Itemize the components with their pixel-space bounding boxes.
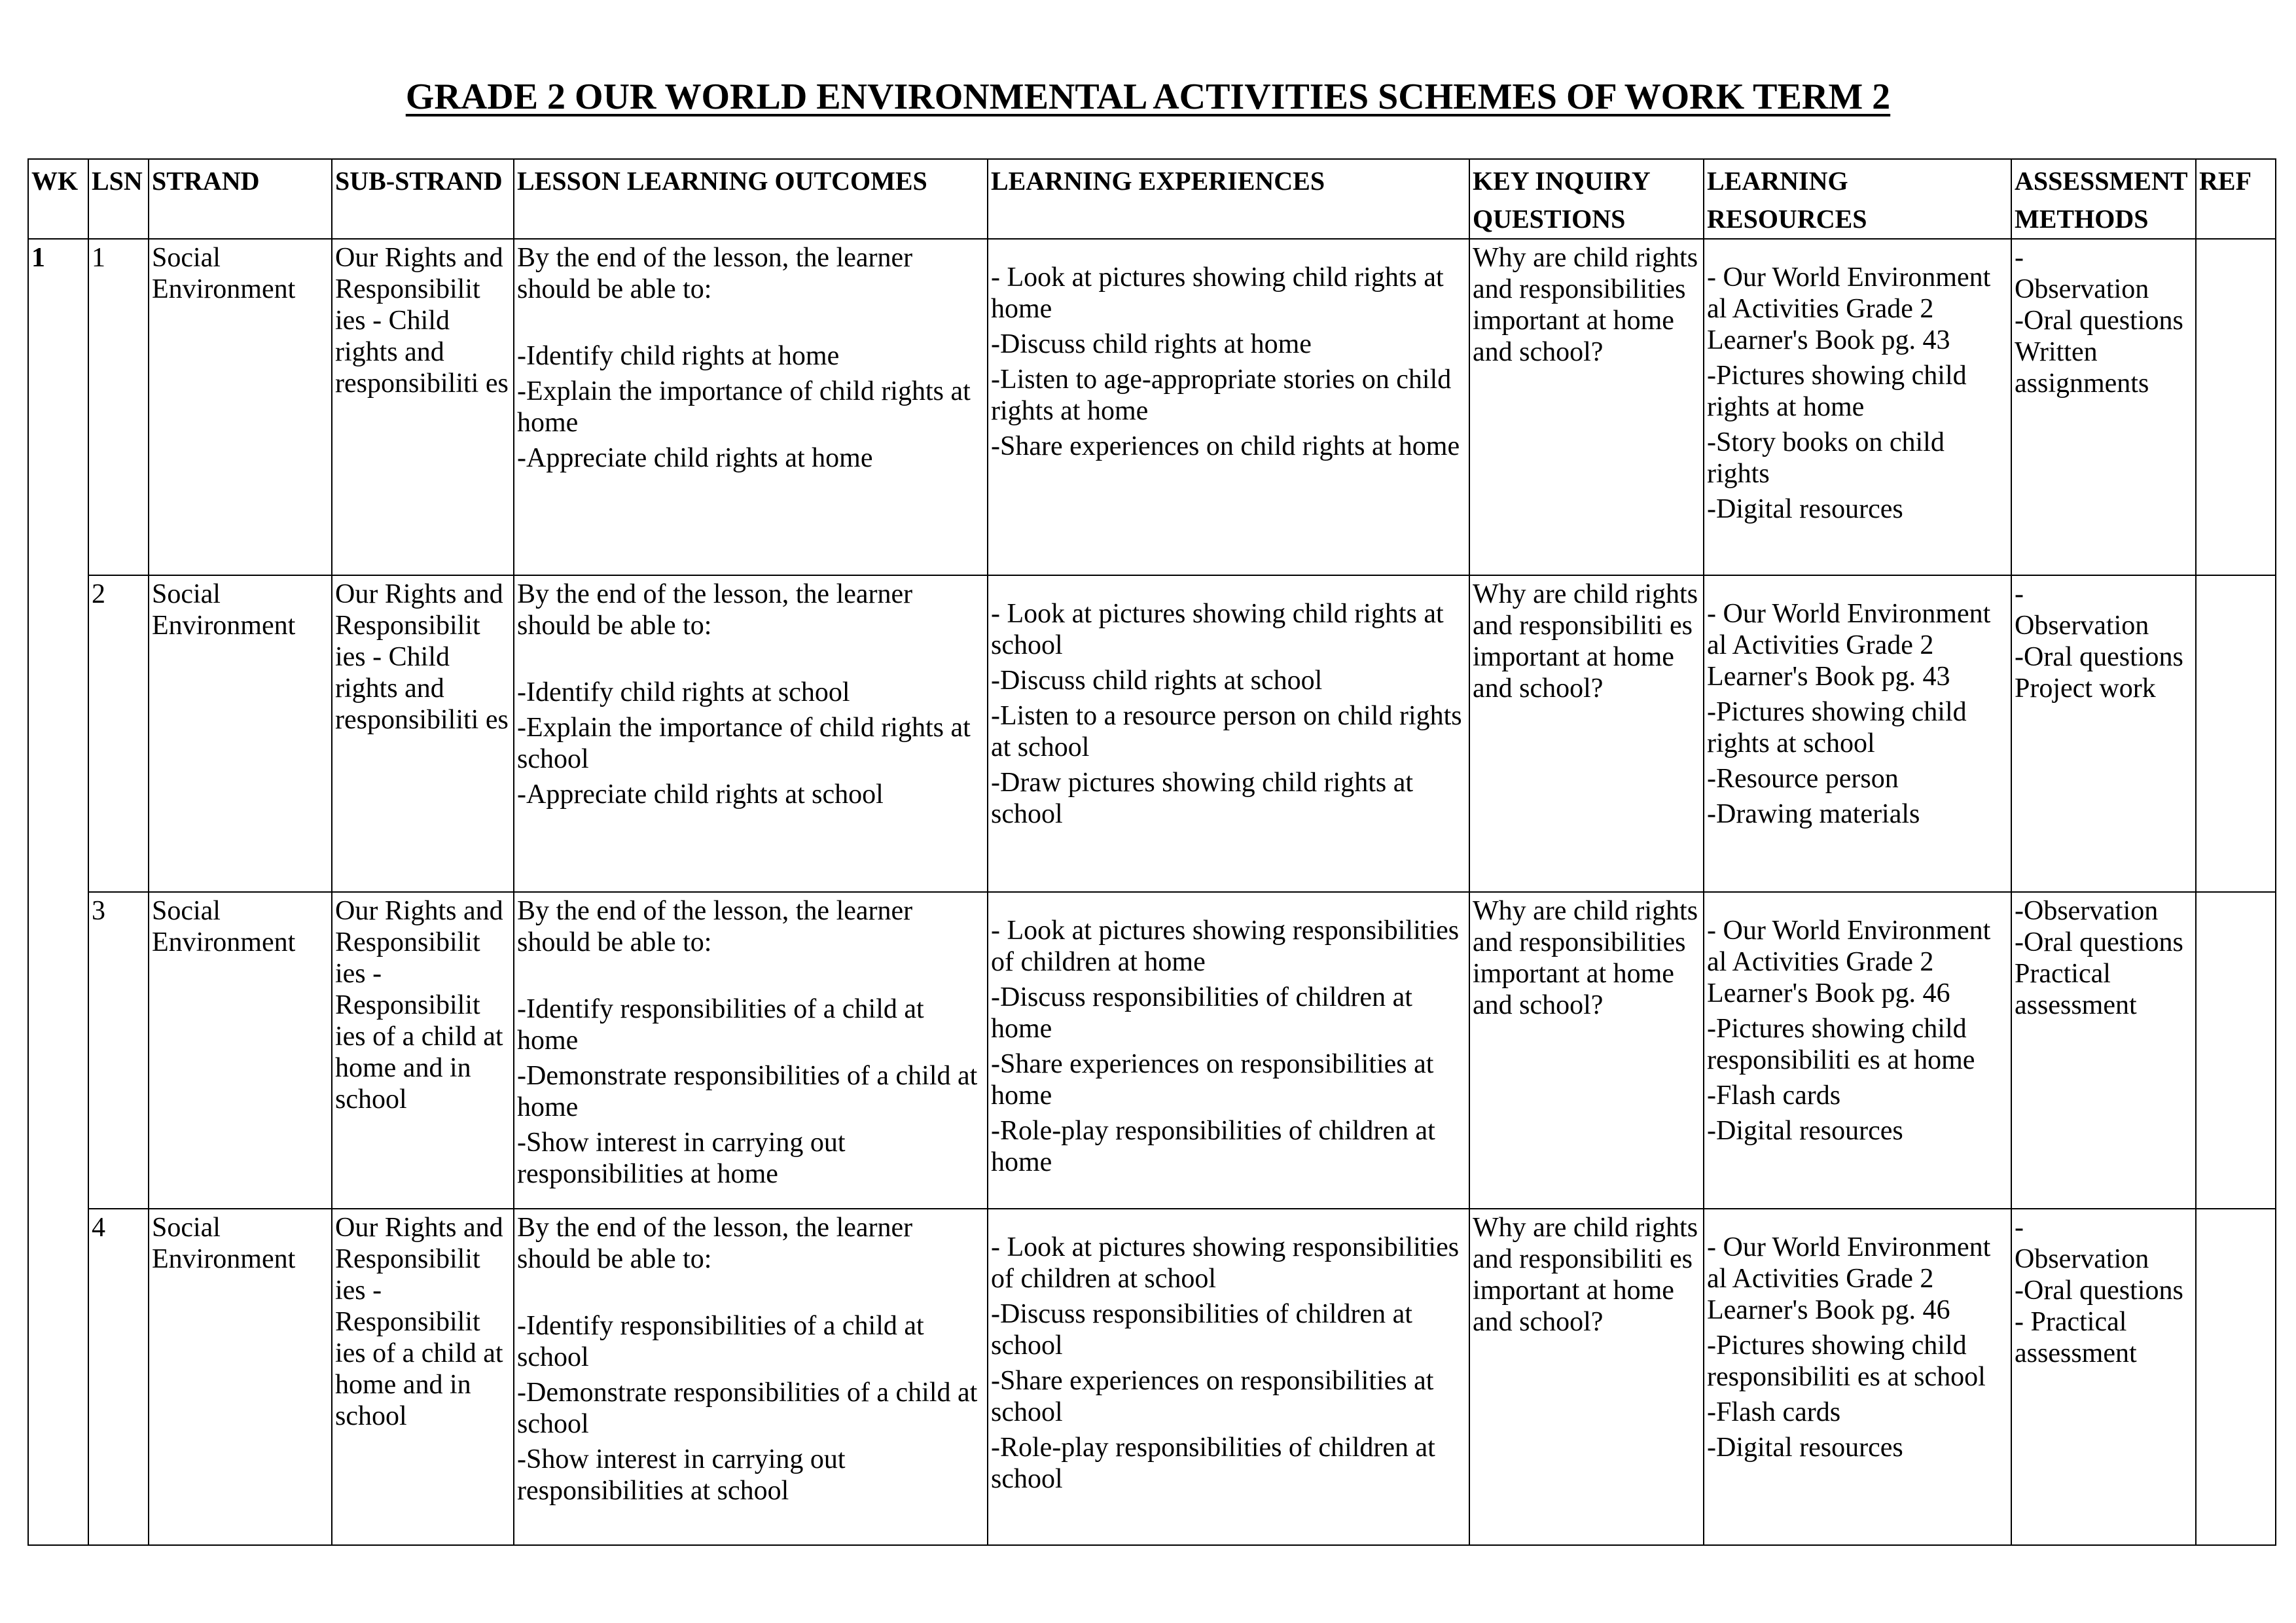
sub-strand-cell: Our Rights and Responsibilit ies - Child rights and responsibiliti es — [332, 239, 514, 575]
outcomes-cell — [514, 575, 988, 892]
experience-item: -Discuss child rights at school — [991, 666, 1323, 696]
assessment-cell — [2011, 575, 2196, 892]
key-inquiry-cell: Why are child rights and responsibiliti es important at home and school? — [1469, 1209, 1704, 1545]
schemes-of-work-table — [27, 158, 2276, 1546]
ref-cell — [2196, 892, 2276, 1209]
sub-strand-cell: Our Rights and Responsibilit ies - Responsibilit ies of a child at home and in school — [332, 892, 514, 1209]
resource-item: -Pictures showing child responsibiliti es at home — [1707, 1014, 1975, 1075]
resource-item: -Digital resources — [1707, 494, 1903, 524]
table-row — [28, 239, 2276, 575]
strand-cell: Social Environment — [149, 239, 332, 575]
header-key-inquiry: KEY INQUIRY QUESTIONS — [1469, 159, 1704, 239]
outcomes-cell — [514, 239, 988, 575]
strand-cell: Social Environment — [149, 1209, 332, 1545]
experiences-cell — [988, 892, 1469, 1209]
ref-cell — [2196, 575, 2276, 892]
experience-item: -Draw pictures showing child rights at school — [991, 768, 1414, 829]
assessment-item: -Oral questions Practical assessment — [2015, 927, 2183, 1020]
outcomes-intro: By the end of the lesson, the learner should be able to: — [517, 1213, 913, 1274]
header-row — [28, 159, 2276, 239]
outcomes-intro: By the end of the lesson, the learner should be able to: — [517, 243, 913, 304]
table-row — [28, 575, 2276, 892]
outcome-item: -Demonstrate responsibilities of a child at home — [517, 1061, 978, 1122]
experience-item: -Role-play responsibilities of children at school — [991, 1433, 1435, 1494]
experience-item: -Discuss responsibilities of children at home — [991, 982, 1412, 1044]
lesson-cell: 1 — [88, 239, 149, 575]
outcomes-intro: By the end of the lesson, the learner should be able to: — [517, 579, 913, 641]
sub-strand-cell: Our Rights and Responsibilit ies - Responsibilit ies of a child at home and in school — [332, 1209, 514, 1545]
resource-item: -Resource person — [1707, 764, 1899, 794]
experience-item: - Look at pictures showing child rights at school — [991, 599, 1444, 660]
ref-cell — [2196, 1209, 2276, 1545]
experience-item: -Share experiences on responsibilities at home — [991, 1049, 1434, 1111]
resource-item: - Our World Environment al Activities Grade 2 Learner's Book pg. 46 — [1707, 1232, 1991, 1325]
outcome-item: -Explain the importance of child rights at school — [517, 713, 971, 774]
resource-item: -Digital resources — [1707, 1433, 1903, 1463]
outcome-item: -Identify child rights at home — [517, 341, 840, 371]
strand-cell: Social Environment — [149, 575, 332, 892]
week-cell: 1 — [28, 239, 88, 1545]
sub-strand-cell: Our Rights and Responsibilit ies - Child rights and responsibiliti es — [332, 575, 514, 892]
experience-item: -Listen to age-appropriate stories on child rights at home — [991, 365, 1452, 426]
experience-item: - Look at pictures showing responsibilities of children at home — [991, 916, 1460, 977]
resources-cell — [1704, 1209, 2011, 1545]
experience-item: -Role-play responsibilities of children at home — [991, 1116, 1435, 1177]
outcomes-cell — [514, 1209, 988, 1545]
outcome-item: -Demonstrate responsibilities of a child at school — [517, 1378, 978, 1439]
assessment-item: - — [2015, 1213, 2024, 1243]
header-lsn: LSN — [88, 159, 149, 239]
resource-item: -Story books on child rights — [1707, 427, 1945, 489]
experiences-cell — [988, 1209, 1469, 1545]
experience-item: -Share experiences on child rights at home — [991, 431, 1460, 461]
assessment-cell — [2011, 239, 2196, 575]
resource-item: - Our World Environment al Activities Grade 2 Learner's Book pg. 43 — [1707, 262, 1991, 355]
assessment-item: -Oral questions Written assignments — [2015, 306, 2183, 399]
table-row — [28, 1209, 2276, 1545]
header-strand: STRAND — [149, 159, 332, 239]
experiences-cell — [988, 239, 1469, 575]
outcomes-cell — [514, 892, 988, 1209]
resource-item: - Our World Environment al Activities Grade 2 Learner's Book pg. 46 — [1707, 916, 1991, 1008]
header-resources: LEARNING RESOURCES — [1704, 159, 2011, 239]
assessment-cell — [2011, 892, 2196, 1209]
lesson-cell: 3 — [88, 892, 149, 1209]
outcome-item: -Appreciate child rights at home — [517, 443, 873, 473]
assessment-item: Observation — [2015, 1244, 2149, 1274]
outcome-item: -Identify responsibilities of a child at home — [517, 994, 924, 1056]
experience-item: -Discuss responsibilities of children at school — [991, 1299, 1412, 1361]
key-inquiry-cell: Why are child rights and responsibiliti es important at home and school? — [1469, 575, 1704, 892]
document-title — [0, 73, 2296, 120]
assessment-item: -Oral questions Project work — [2015, 642, 2183, 704]
key-inquiry-cell: Why are child rights and responsibilities important at home and school? — [1469, 239, 1704, 575]
resource-item: -Pictures showing child responsibiliti es at school — [1707, 1330, 1986, 1392]
header-ref: REF — [2196, 159, 2276, 239]
assessment-item: -Observation — [2015, 896, 2159, 926]
experience-item: -Discuss child rights at home — [991, 329, 1312, 359]
outcome-item: -Show interest in carrying out responsibilities at home — [517, 1128, 846, 1189]
experience-item: - Look at pictures showing responsibilities of children at school — [991, 1232, 1460, 1294]
assessment-item: - — [2015, 579, 2024, 609]
strand-cell: Social Environment — [149, 892, 332, 1209]
resources-cell — [1704, 575, 2011, 892]
resource-item: -Pictures showing child rights at school — [1707, 697, 1967, 758]
table-row — [28, 892, 2276, 1209]
experiences-cell — [988, 575, 1469, 892]
header-wk: WK — [28, 159, 88, 239]
outcome-item: -Explain the importance of child rights at home — [517, 376, 971, 438]
lesson-cell: 2 — [88, 575, 149, 892]
assessment-item: -Oral questions - Practical assessment — [2015, 1275, 2183, 1368]
experience-item: -Share experiences on responsibilities at school — [991, 1366, 1434, 1427]
outcome-item: -Show interest in carrying out responsibilities at school — [517, 1444, 846, 1506]
lesson-cell: 4 — [88, 1209, 149, 1545]
header-assessment: ASSESSMENT METHODS — [2011, 159, 2196, 239]
header-outcomes: LESSON LEARNING OUTCOMES — [514, 159, 988, 239]
resources-cell — [1704, 239, 2011, 575]
header-sub-strand: SUB-STRAND — [332, 159, 514, 239]
resource-item: - Our World Environment al Activities Grade 2 Learner's Book pg. 43 — [1707, 599, 1991, 692]
assessment-item: - — [2015, 243, 2024, 273]
assessment-item: Observation — [2015, 611, 2149, 641]
outcomes-intro: By the end of the lesson, the learner should be able to: — [517, 896, 913, 957]
ref-cell — [2196, 239, 2276, 575]
resource-item: -Flash cards — [1707, 1397, 1841, 1427]
outcome-item: -Identify child rights at school — [517, 677, 850, 707]
outcome-item: -Identify responsibilities of a child at school — [517, 1311, 924, 1372]
experience-item: -Listen to a resource person on child rights at school — [991, 701, 1462, 762]
header-experiences: LEARNING EXPERIENCES — [988, 159, 1469, 239]
assessment-item: Observation — [2015, 274, 2149, 304]
resource-item: -Drawing materials — [1707, 799, 1920, 829]
document-title-text: GRADE 2 OUR WORLD ENVIRONMENTAL ACTIVITIES SCHEMES OF WORK TERM 2 — [405, 77, 1891, 117]
resource-item: -Pictures showing child rights at home — [1707, 361, 1967, 422]
resources-cell — [1704, 892, 2011, 1209]
outcome-item: -Appreciate child rights at school — [517, 779, 884, 810]
assessment-cell — [2011, 1209, 2196, 1545]
resource-item: -Flash cards — [1707, 1080, 1841, 1111]
resource-item: -Digital resources — [1707, 1116, 1903, 1146]
experience-item: - Look at pictures showing child rights at home — [991, 262, 1444, 324]
key-inquiry-cell: Why are child rights and responsibilities important at home and school? — [1469, 892, 1704, 1209]
